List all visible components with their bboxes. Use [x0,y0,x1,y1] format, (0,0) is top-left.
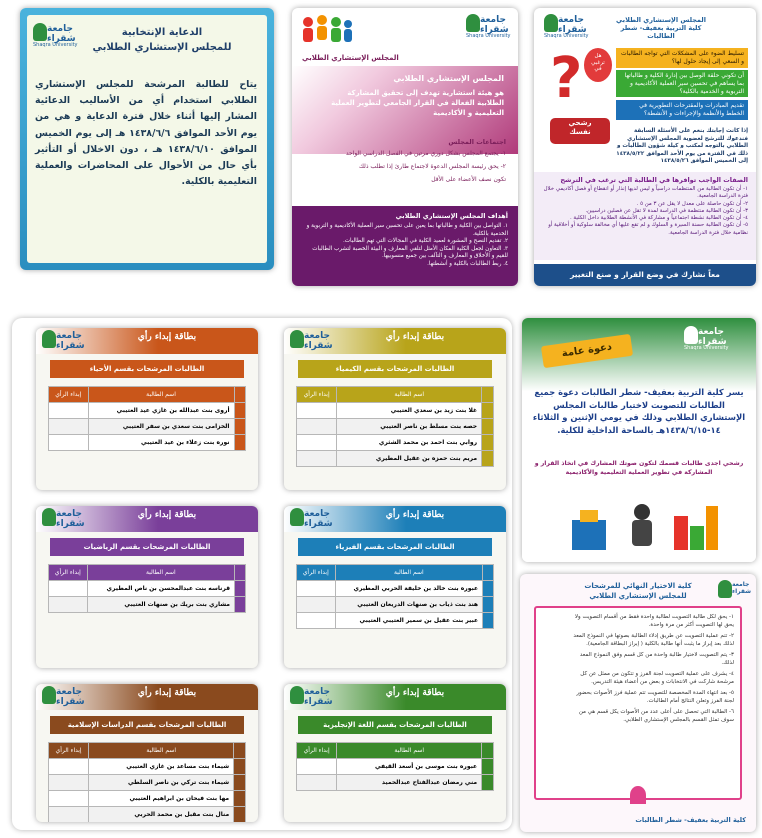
table-row [49,403,246,419]
ballot-table [48,386,246,451]
candidate-name: شيماء بنت مساعد بن غازي العتيبي [89,759,234,775]
row-marker [234,403,246,419]
university-logo: جامعة شقراء [40,686,88,716]
opinion-cell[interactable] [297,613,336,629]
ballot-card [36,328,258,490]
table-row [49,807,246,823]
opinion-column-header: إبداء الرأي [297,743,337,759]
row-marker [234,791,246,807]
opinion-cell[interactable] [49,435,89,451]
name-column-header: اسم الطالبة [337,387,482,403]
opinion-cell[interactable] [297,419,337,435]
candidate-name: منال بنت مقبل بن محمد الحربي [89,807,234,823]
candidate-name: مشاري بنت بريك بن صنهات العتيبي [87,597,234,613]
nominate-answer: إذا كانت إجابتك بنعم على الأسئلة السابقة فندعوك للترشح لعضوية المجلس الإستشاري الطلابي بالتوجه لمكتب و كيلة شؤون الطالبات و ذلك في الفترة من يوم الأحد الموافق ١٤٣٨/٥/٢٢ إلى الخميس الموافق ١٤٣٨/٥/٢٦ [616,128,748,165]
ballot-card [284,684,506,822]
ballot-header-row [297,743,494,759]
table-row [297,597,494,613]
num-column-header [234,743,246,759]
opinion-cell[interactable] [297,581,336,597]
row-marker [234,759,246,775]
candidate-name: أروى بنت عبدالله بن غازي عيد العتيبي [88,403,234,419]
table-row [297,613,494,629]
opinion-cell[interactable] [297,775,337,791]
ballot-header-row [49,743,246,759]
opinion-cell[interactable] [49,419,89,435]
table-row [49,581,246,597]
university-logo: جامعة شقراء [40,330,88,360]
candidate-name: عبوره بنت خالد بن خليفة الحربي المطيري [335,581,483,597]
candidate-name: غلا بنت زيد بن سعدي العتيبي [337,403,482,419]
meetings-title: اجتماعات المجلس [448,138,506,146]
opinion-cell[interactable] [297,435,337,451]
final-footer: كلية التربية بعفيف- شطر الطالبات [635,816,746,824]
name-column-header: اسم الطالبة [335,565,483,581]
goals-list: ١. التواصل بين الكلية و طالباتها بما يعين على تحسين سير العملية الأكاديمية و التربوية و الخدمية بالكلية. ٢. تقديم النصح و المشورة لعميد الكلية في المجالات التي تهم الطالبات. ٣. التعاون لجعل الكلية المكان الأمثل لتلقي المعارف و البيئة الخصبة لتشرب الطالبات للقيم و الأخلاق و المعارف و التآلف بين جميع منسوبيها. ٤. ربط الطالبات بالكلية و أنشطتها. [306,223,508,267]
invite-body: يسر كلية التربية بعفيف- شطر الطالبات دعوة جميع الطالبات للتصويت لاختيار طالبات المجلس الإستشاري الطلابي وذلك في يومي الإثنين و الثلاثاء ١٤-١٤٣٨/٦/١٥هـ بالساحة الداخلية للكلية. [532,387,746,435]
candidate-name: مريم بنت حمزه بن عقيل المطيري [337,451,482,467]
row-marker [235,581,246,597]
ballot-card [36,506,258,668]
speech-bubble: هل ترغبي في [584,48,612,82]
table-row [297,775,494,791]
num-column-header [234,387,246,403]
table-row [297,759,494,775]
campaign-body: يتاح للطالبة المرشحة للمجلس الإستشاري الطلابي استخدام أي من الأساليب الدعائية المشار إليها أثناء خلال فترة الدعاية و هي من يوم الأحد الموافق ١٤٣٨/٦/٦ هـ إلى يوم الخميس الموافق ١٤٣٨/٦/١٠ هـ ، دون الاخلال أو التأثير بأي حال من الأحوال على المحاضرات والعملية التعليمية بالكلية. [35,79,257,188]
invite-ribbon: دعوة عامة [541,334,633,368]
university-logo: جامعة شقراء Shaqra University [33,24,78,48]
university-logo: جامعة شقراء [288,508,336,538]
invite-poster [522,318,756,562]
ballot-table [296,742,494,791]
invite-slogan: رشحي اجدى طالبات قسمك لتكون صوتك المشارك في اتخاذ القرار و المشاركة في تطوير العملية التعليمية والأكاديمية [534,460,744,476]
num-column-header [482,743,494,759]
ballot-header-row [297,387,494,403]
ballot-header-row [49,387,246,403]
gift-ribbon-icon [630,786,646,804]
ballot-title: بطاقة إبداء رأي [385,688,445,698]
table-row [297,435,494,451]
ballot-table [48,564,246,613]
opinion-cell[interactable] [49,581,88,597]
opinion-column-header: إبداء الرأي [49,743,89,759]
name-column-header: اسم الطالبة [87,565,234,581]
row-marker [483,581,494,597]
table-row [49,419,246,435]
requirements-list: ١- أن تكون الطالبة من المنتظمات دراسياً و ليس لديها إنذار أو انقطاع أو فصل أكاديمي خلال فترة الدراسة الجامعية. ٢- أن تكون حاصلة على معدل لا يقل عن ٣ من ٥ . ٣- أن تكون الطالبة منتظمة في الدراسة لمدة لا تقل عن فصلين دراسيين. ٤- أن تكون الطالبة نشطة اجتماعياً و مشاركة في الأنشطة الطلابية داخل الكلية . ٥- أن تكون الطالبة حسنة السيرة و السلوك و لم تقع عليها أي مخالفة سلوكية أو أخلاقية أو نظامية خلال فترة الدراسة الجامعية. [543,186,748,236]
opinion-column-header: إبداء الرأي [49,387,89,403]
university-logo: جامعة شقراء Shaqra University [544,15,589,39]
candidate-name: مني رمضان عبدالفتاح عبدالحميد [337,775,482,791]
row-marker [234,435,246,451]
row-marker [234,419,246,435]
nominate-footer: معاً نشارك في وضع القرار و صنع التغيير [534,264,756,286]
candidate-name: حصه بنت مسلط بن ناصر العتيبي [337,419,482,435]
ballot-box-icon [562,496,722,556]
row-marker [482,403,494,419]
ballot-card [36,684,258,822]
ballot-header-row [49,565,246,581]
ballot-title: بطاقة إبداء رأي [137,510,197,520]
row-marker [483,613,494,629]
university-logo: جامعة شقراء [288,330,336,360]
students-figures-icon [298,12,354,52]
council-poster [292,8,518,286]
table-row [49,759,246,775]
opinion-cell[interactable] [49,775,89,791]
candidate-name: عبير بنت عقيل بن سمير العتيبي العتيبي [335,613,483,629]
reason-1: تسليط الضوء على المشكلات التي تواجه الطالبات و السعي إلى إيجاد حلول لها؟ [616,48,748,68]
opinion-cell[interactable] [49,791,89,807]
university-logo: جامعة شقراء [288,686,336,716]
table-row [49,775,246,791]
university-logo: جامعة شقراء [40,508,88,538]
candidate-name: روابي بنت احمد بن محمد الشثري [337,435,482,451]
opinion-cell[interactable] [49,807,89,823]
requirements-title: الصفات الواجب توافرها في الطالبة التي ترغب في الترشح [560,176,748,184]
table-row [297,451,494,467]
candidate-name: نوره بنت زعلاء بن عيد العتيبي [88,435,234,451]
row-marker [234,807,246,823]
row-marker [483,597,494,613]
candidate-name: قرناسه بنت عبدالمحسن بن ناص المطيري [87,581,234,597]
ballot-subtitle: الطالبات المرشحات بقسم الرياضيات [50,538,244,556]
table-row [297,419,494,435]
council-header: المجلس الإستشاري الطلابي [302,54,399,62]
candidate-name: مها بنت فيحان بن ابراهيم العتيبي [89,791,234,807]
ballot-card [284,506,506,668]
final-rules: ١- يحق لكل طالبة التصويت لطالبة واحدة فقط من أقسام التصويت ولا يحق لها التصويت أكثر من مرة واحدة. ٢- تتم عملية التصويت عن طريق إدلاء الطالبة بصوتها في النموذج المعد لذلك بعد إبراز ما يثبت أنها طالبة بالكلية ( إبراز البطاقة الجامعية). ٣- يتم التصويت لاختيار طالبة واحدة من كل قسم وفق النموذج المعد لذلك. ٤- يشرف على عملية التصويت لجنة الفرز و تتكون من ممثل عن كل مرشحة شاركت في الانتخابات و بعض من أعضاء هيئة التدريس. ٥- بعد انتهاء المدة المخصصة للتصويت تتم عملية فرز الأصوات بحضور لجنة الفرز وتعلن النتائج أمام الطالبات. ٦- الطالبة التي تحصل على أعلى عدد من الأصوات يكل قسم هي من سوف تمثل القسم بالمجلس الإستشاري الطلابي. [573,614,734,723]
ballot-header-row [297,565,494,581]
name-column-header: اسم الطالبة [88,387,234,403]
ballot-title: بطاقة إبداء رأي [385,510,445,520]
opinion-column-header: إبداء الرأي [297,387,337,403]
row-marker [482,775,494,791]
opinion-cell[interactable] [297,451,337,467]
row-marker [482,451,494,467]
goals-title: أهداف المجلس الإستشاري الطلابي [395,212,508,220]
name-column-header: اسم الطالبة [337,743,482,759]
num-column-header [483,565,494,581]
ballot-table [48,742,246,822]
ballot-card [284,328,506,490]
council-intro-title: المجلس الإستشاري الطلابي [393,74,504,83]
row-marker [234,775,246,791]
row-marker [235,597,246,613]
opinion-cell[interactable] [297,403,337,419]
candidate-name: الخزامى بنت سعدي بن سفر العتيبي [88,419,234,435]
table-row [49,791,246,807]
ballot-subtitle: الطالبات المرشحات بقسم اللغة الإنجليزية [298,716,492,734]
name-column-header: اسم الطالبة [89,743,234,759]
ballot-title: بطاقة إبداء رأي [137,332,197,342]
opinion-cell[interactable] [49,403,89,419]
opinion-cell[interactable] [297,597,336,613]
reason-3: تقديم المبادرات والمقترحات التطويرية في الخطط والأنظمة والإجراءات و الأنشطة؟ [616,100,748,120]
ballot-subtitle: الطالبات المرشحات بقسم الأحياء [50,360,244,378]
row-marker [482,435,494,451]
university-logo: جامعة شقراء Shaqra University [466,15,511,39]
ballot-subtitle: الطالبات المرشحات بقسم الفيزياء [298,538,492,556]
final-selection-poster [520,574,756,832]
opinion-column-header: إبداء الرأي [297,565,336,581]
opinion-cell[interactable] [49,597,88,613]
final-title: كلية الاختيار النهائي للمرشحات للمجلس الإستشاري الطلابي [584,582,692,600]
candidate-name: هند بنت ذياب بن صنهات الدريعان العتيبي [335,597,483,613]
num-column-header [482,387,494,403]
table-row [49,435,246,451]
candidate-name: عبوره بنت موسى بن أسعد القيفي [337,759,482,775]
ballot-title: بطاقة إبداء رأي [385,332,445,342]
table-row [49,597,246,613]
opinion-cell[interactable] [297,759,337,775]
council-intro-body: هو هيئة استشارية تهدف إلى تحقيق المشاركة الطلابية الفعالة في القرار الجامعي لتطوير العملية التعليمية و الأكاديمية [331,89,504,118]
ballot-table [296,386,494,467]
row-marker [482,419,494,435]
opinion-cell[interactable] [49,759,89,775]
campaign-poster [20,8,274,270]
meetings-list: ١- يجتمع المجلس بشكل دوري مرتين في الفصل الدراسي الواحد ٢- يحق رئيسة المجلس الدعوة لاجتماع طارئ إذا تطلب ذلك تكون نصف الأعضاء على الأقل [345,150,506,184]
ballot-title: بطاقة إبداء رأي [137,688,197,698]
campaign-title: الدعاية الإنتخابية للمجلس الإستشاري الطلابي [92,27,232,53]
table-row [297,403,494,419]
question-mark-icon: ? [550,46,583,111]
row-marker [482,759,494,775]
candidate-name: شيماء بنت تركي بن ناصر السلطي [89,775,234,791]
nominate-badge: رشحي نفسك [550,118,610,144]
nominate-college: المجلس الإستشاري الطلابي كلية التربية بعفيف- شطر الطالبات [616,16,706,40]
opinion-column-header: إبداء الرأي [49,565,88,581]
num-column-header [235,565,246,581]
university-logo: جامعة شقراء [716,580,756,610]
university-logo: جامعة شقراء Shaqra University [684,327,729,351]
ballot-table [296,564,494,629]
ballot-subtitle: الطالبات المرشحات بقسم الدراسات الإسلامية [50,716,244,734]
nominate-poster [534,8,756,286]
ballot-subtitle: الطالبات المرشحات بقسم الكيمياء [298,360,492,378]
table-row [297,581,494,597]
reason-2: أن تكوني حلقة الوصل بين إدارة الكلية و طالباتها بما يساهم في تحسين سير العملية الأكاديمية و التربوية و الخدمية بالكلية؟ [616,70,748,97]
